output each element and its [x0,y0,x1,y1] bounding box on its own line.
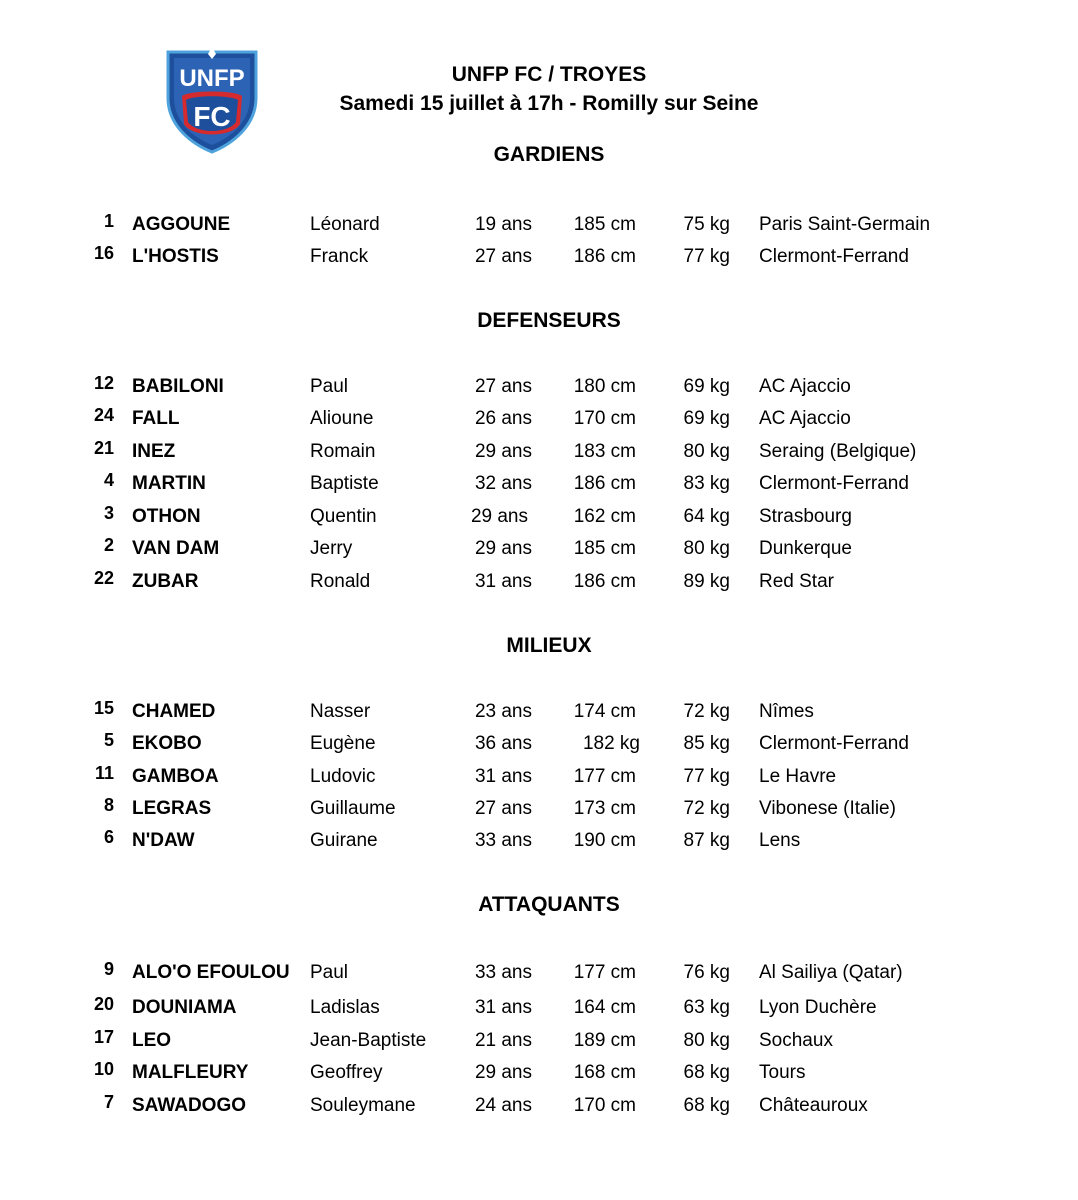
player-row [0,827,1078,860]
player-age: 29 ans [474,1062,532,1083]
player-club: Vibonese (Italie) [759,798,896,819]
player-height: 170 cm [573,408,636,429]
player-last-name: SAWADOGO [132,1095,247,1116]
player-row [0,1027,1078,1060]
player-weight: 89 kg [683,571,730,592]
player-first-name: Ronald [310,571,371,592]
player-height: 185 cm [573,214,636,235]
player-number: 3 [103,503,114,523]
player-first-name: Léonard [310,214,380,235]
player-row [0,763,1078,796]
player-age: 36 ans [474,733,532,754]
player-height: 170 cm [573,1095,636,1116]
player-weight: 77 kg [683,246,730,267]
player-last-name: LEGRAS [132,798,212,819]
player-row [0,959,1078,992]
player-row [0,405,1078,438]
section-title-milieux: MILIEUX [506,634,592,657]
player-club: Tours [759,1062,806,1083]
player-age: 29 ans [474,441,532,462]
player-club: Nîmes [759,701,814,722]
player-age: 26 ans [474,408,532,429]
player-number: 24 [93,405,114,425]
match-subtitle: Samedi 15 juillet à 17h - Romilly sur Seine [339,92,759,115]
player-weight: 68 kg [683,1062,730,1083]
player-weight: 64 kg [683,506,730,527]
player-weight: 80 kg [683,1030,730,1051]
player-age: 23 ans [474,701,532,722]
player-first-name: Quentin [310,506,377,527]
player-height: 162 cm [573,506,636,527]
player-first-name: Geoffrey [310,1062,383,1083]
player-weight: 87 kg [683,830,730,851]
player-row [0,438,1078,471]
player-age: 27 ans [474,376,532,397]
player-age: 29 ans [474,538,532,559]
player-first-name: Jean-Baptiste [310,1030,427,1051]
player-number: 15 [93,698,114,718]
player-height: 174 cm [573,701,636,722]
player-last-name: DOUNIAMA [132,997,237,1018]
player-last-name: MARTIN [132,473,206,494]
player-last-name: CHAMED [132,701,216,722]
player-age: 24 ans [474,1095,532,1116]
player-first-name: Nasser [310,701,371,722]
player-age: 21 ans [474,1030,532,1051]
player-row [0,243,1078,276]
player-last-name: BABILONI [132,376,224,397]
player-weight: 76 kg [683,962,730,983]
player-weight: 69 kg [683,376,730,397]
player-club: AC Ajaccio [759,376,851,397]
player-height: 185 cm [573,538,636,559]
player-row [0,503,1078,536]
player-height: 180 cm [573,376,636,397]
player-first-name: Alioune [310,408,374,429]
player-club: Strasbourg [759,506,852,527]
player-row [0,1059,1078,1092]
player-number: 1 [103,211,114,231]
svg-text:FC: FC [193,101,231,132]
player-first-name: Jerry [310,538,353,559]
player-number: 6 [103,827,114,847]
player-club: Paris Saint-Germain [759,214,931,235]
player-weight: 85 kg [683,733,730,754]
player-last-name: EKOBO [132,733,202,754]
player-height: 190 cm [573,830,636,851]
player-number: 2 [103,535,114,555]
player-number: 20 [93,994,114,1014]
player-first-name: Paul [310,376,349,397]
player-age: 19 ans [474,214,532,235]
player-first-name: Baptiste [310,473,379,494]
player-height: 186 cm [573,571,636,592]
player-height: 189 cm [573,1030,636,1051]
player-row [0,994,1078,1027]
player-first-name: Guirane [310,830,378,851]
player-row [0,535,1078,568]
player-club: Le Havre [759,766,837,787]
player-weight: 77 kg [683,766,730,787]
section-title-defenseurs: DEFENSEURS [477,309,621,332]
player-first-name: Guillaume [310,798,396,819]
player-last-name: INEZ [132,441,176,462]
player-number: 8 [103,795,114,815]
svg-text:UNFP: UNFP [179,65,245,92]
player-club: Red Star [759,571,834,592]
player-number: 22 [93,568,114,588]
player-age: 33 ans [474,962,532,983]
player-last-name: OTHON [132,506,201,527]
player-row [0,211,1078,244]
player-club: Lens [759,830,801,851]
player-first-name: Ludovic [310,766,376,787]
player-club: AC Ajaccio [759,408,851,429]
player-club: Lyon Duchère [759,997,877,1018]
player-row [0,795,1078,828]
player-weight: 80 kg [683,441,730,462]
player-number: 11 [94,763,114,783]
player-height: 182 kg [582,733,640,754]
player-row [0,373,1078,406]
match-title: UNFP FC / TROYES [451,63,647,86]
player-row [0,568,1078,601]
player-height: 168 cm [573,1062,636,1083]
player-age: 31 ans [474,997,532,1018]
player-first-name: Eugène [310,733,376,754]
player-number: 10 [93,1059,114,1079]
player-age: 29 ans [470,506,528,527]
player-club: Clermont-Ferrand [759,733,909,754]
player-weight: 80 kg [683,538,730,559]
player-number: 21 [93,438,114,458]
player-height: 177 cm [573,766,636,787]
player-last-name: ZUBAR [132,571,199,592]
player-club: Clermont-Ferrand [759,473,909,494]
player-age: 32 ans [474,473,532,494]
section-title-gardiens: GARDIENS [493,143,605,166]
player-last-name: N'DAW [132,830,195,851]
player-last-name: LEO [132,1030,172,1051]
player-weight: 75 kg [683,214,730,235]
player-last-name: AGGOUNE [132,214,231,235]
player-age: 27 ans [474,798,532,819]
player-weight: 63 kg [683,997,730,1018]
player-first-name: Ladislas [310,997,380,1018]
player-weight: 83 kg [683,473,730,494]
player-last-name: MALFLEURY [132,1062,249,1083]
player-club: Sochaux [759,1030,833,1051]
player-row [0,1092,1078,1125]
player-row [0,730,1078,763]
player-club: Châteauroux [759,1095,868,1116]
player-last-name: L'HOSTIS [132,246,219,267]
player-height: 164 cm [573,997,636,1018]
player-number: 4 [103,470,114,490]
player-last-name: GAMBOA [132,766,219,787]
player-last-name: ALO'O EFOULOU [132,962,290,983]
player-row [0,698,1078,731]
player-number: 16 [93,243,114,263]
player-number: 9 [103,959,114,979]
player-number: 12 [93,373,114,393]
player-number: 7 [103,1092,114,1112]
player-club: Seraing (Belgique) [759,441,917,462]
player-weight: 72 kg [683,701,730,722]
player-first-name: Franck [310,246,369,267]
player-height: 173 cm [573,798,636,819]
player-row [0,470,1078,503]
player-age: 31 ans [474,571,532,592]
section-title-attaquants: ATTAQUANTS [478,893,620,916]
player-height: 183 cm [573,441,636,462]
player-last-name: VAN DAM [132,538,220,559]
player-height: 186 cm [573,246,636,267]
player-age: 27 ans [474,246,532,267]
player-number: 5 [103,730,114,750]
player-age: 31 ans [474,766,532,787]
player-first-name: Paul [310,962,349,983]
player-height: 186 cm [573,473,636,494]
player-last-name: FALL [132,408,180,429]
player-weight: 69 kg [683,408,730,429]
player-club: Dunkerque [759,538,852,559]
player-age: 33 ans [474,830,532,851]
player-weight: 68 kg [683,1095,730,1116]
player-first-name: Romain [310,441,376,462]
player-height: 177 cm [573,962,636,983]
player-first-name: Souleymane [310,1095,416,1116]
player-weight: 72 kg [683,798,730,819]
player-club: Clermont-Ferrand [759,246,909,267]
player-club: Al Sailiya (Qatar) [759,962,903,983]
player-number: 17 [93,1027,114,1047]
